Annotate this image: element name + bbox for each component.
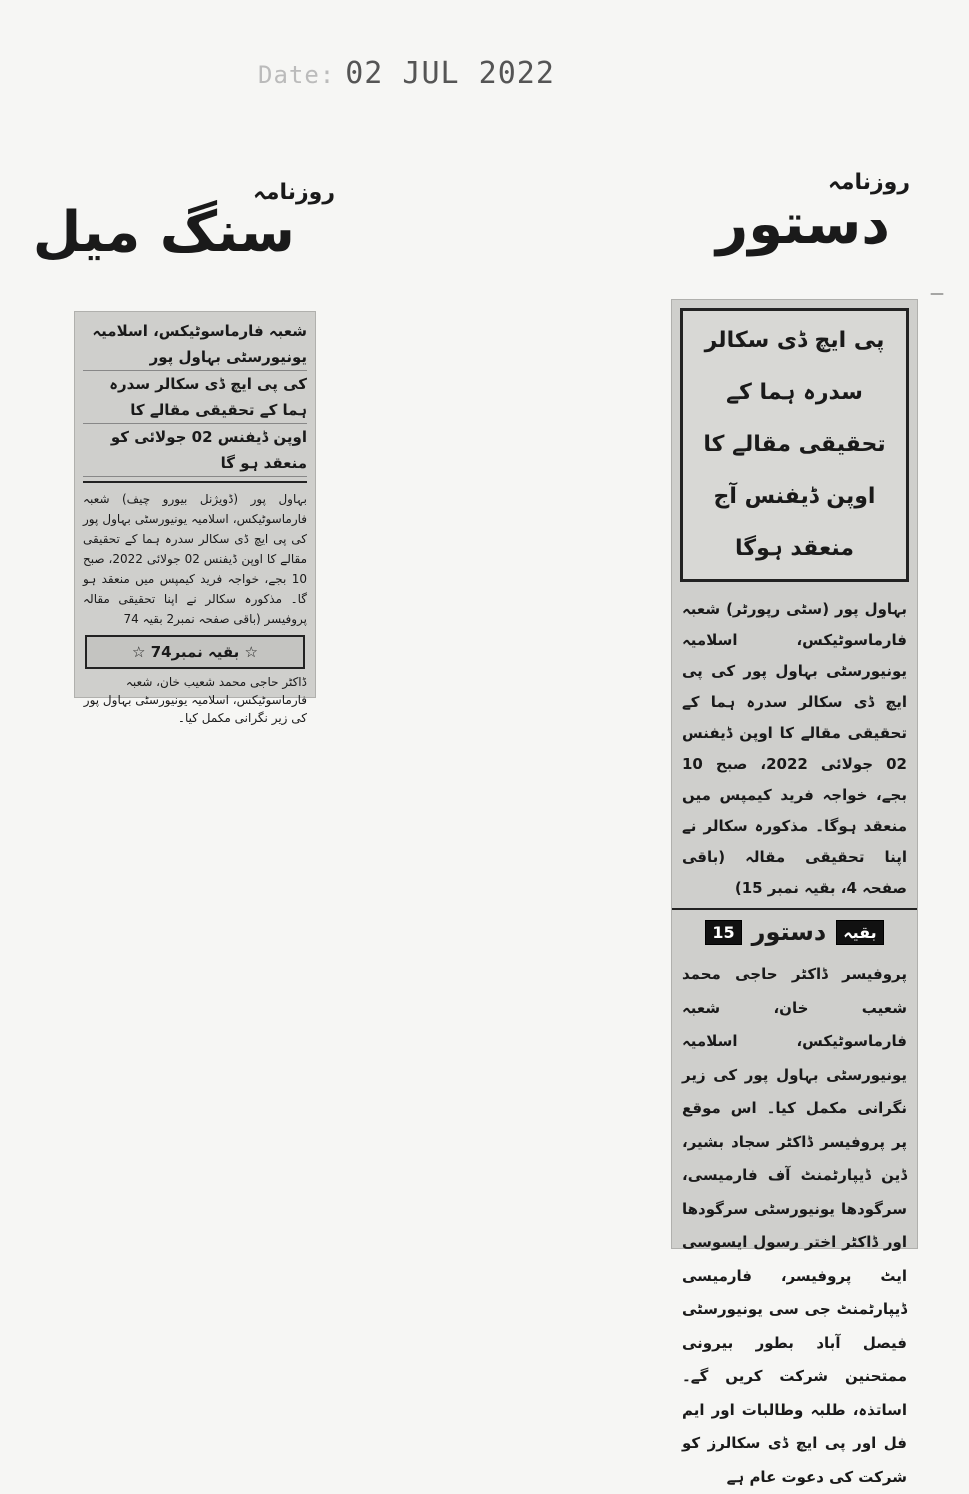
right-masthead xyxy=(715,170,920,280)
date-stamp-value: 02 JUL 2022 xyxy=(345,56,555,91)
edge-mark: — xyxy=(930,286,944,302)
left-continuation-box: ☆ بقیہ نمبر74 ☆ xyxy=(85,635,305,669)
right-continuation-text: پروفیسر ڈاکٹر حاجی محمد شعیب خان، شعبہ فارماسوٹیکس، اسلامیہ یونیورسٹی بہاول پور کی زیر نگرانی مکمل کیا۔ اس موقع پر پروفیسر ڈاکٹر سجاد بشیر، ڈین ڈیپارٹمنٹ آف فارمیسی، سرگودھا یونیورسٹی سرگودھا اور ڈاکٹر اختر رسول ایسوسی ایٹ پروفیسر، فارمیسی ڈیپارٹمنٹ جی سی یونیورسٹی فیصل آباد بطور بیرونی ممتحنین شرکت کریں گے۔ اساتذہ، طلبہ وطالبات اور ایم فل اور پی ایچ ڈی سکالرز کو شرکت کی دعوت عام ہے xyxy=(682,965,907,1486)
left-news-clipping xyxy=(75,312,315,725)
right-masthead-name: دستور xyxy=(715,192,890,257)
continuation-number: 15 xyxy=(705,920,741,945)
right-body-text: بہاول پور (سٹی رپورٹر) شعبہ فارماسوٹیکس، اسلامیہ یونیورسٹی بہاول پور کی پی ایچ ڈی سکالر سدرہ ہما کے تحقیقی مقالے کا اوپن ڈیفنس 02 جولائی 2022، صبح 10 بجے، خواجہ فرید کیمپس میں منعقد ہوگا۔ مذکورہ سکالر نے اپنا تحقیقی مقالہ (باقی صفحہ 4، بقیہ نمبر 15) xyxy=(682,600,907,897)
date-stamp-label: Date: xyxy=(258,61,336,89)
continuation-paper-name: دستور xyxy=(751,918,827,946)
right-masthead-daily: روزنامہ xyxy=(827,170,910,195)
continuation-tag: بقیہ xyxy=(836,920,883,945)
right-news-clipping xyxy=(672,300,917,1486)
left-headline-line: اوپن ڈیفنس 02 جولائی کو منعقد ہو گا xyxy=(83,424,307,477)
left-headline-line: کی پی ایچ ڈی سکالر سدرہ ہما کے تحقیقی مقالے کا xyxy=(83,371,307,424)
left-headline xyxy=(83,318,307,483)
right-continuation-header xyxy=(682,914,907,950)
left-continuation-text: ڈاکٹر حاجی محمد شعیب خان، شعبہ فارماسوٹیکس، اسلامیہ یونیورسٹی بہاول پور کی زیر نگرانی مکمل کیا۔ xyxy=(83,675,307,725)
left-body-text: بہاول پور (ڈویژنل بیورو چیف) شعبہ فارماسوٹیکس، اسلامیہ یونیورسٹی بہاول پور کی پی ایچ ڈی سکالر سدرہ ہما کے تحقیقی مقالے کا اوپن ڈیفنس 02 جولائی 2022، صبح 10 بجے، خواجہ فرید کیمپس میں منعقد ہو گا۔ مذکورہ سکالر نے اپنا تحقیقی مقالہ پروفیسر (باقی صفحہ نمبر2 بقیہ 74 xyxy=(83,492,308,626)
right-headline: پی ایچ ڈی سکالر سدرہ ہما کے تحقیقی مقالے کا اوپن ڈیفنس آج منعقد ہوگا xyxy=(680,308,909,582)
left-headline-line: شعبہ فارماسوٹیکس، اسلامیہ یونیورسٹی بہاول پور xyxy=(83,318,307,371)
date-stamp xyxy=(258,56,555,96)
left-masthead-name: سنگ میل xyxy=(32,200,295,265)
left-masthead xyxy=(32,180,335,290)
left-masthead-daily: روزنامہ xyxy=(252,180,335,205)
divider xyxy=(672,908,917,910)
